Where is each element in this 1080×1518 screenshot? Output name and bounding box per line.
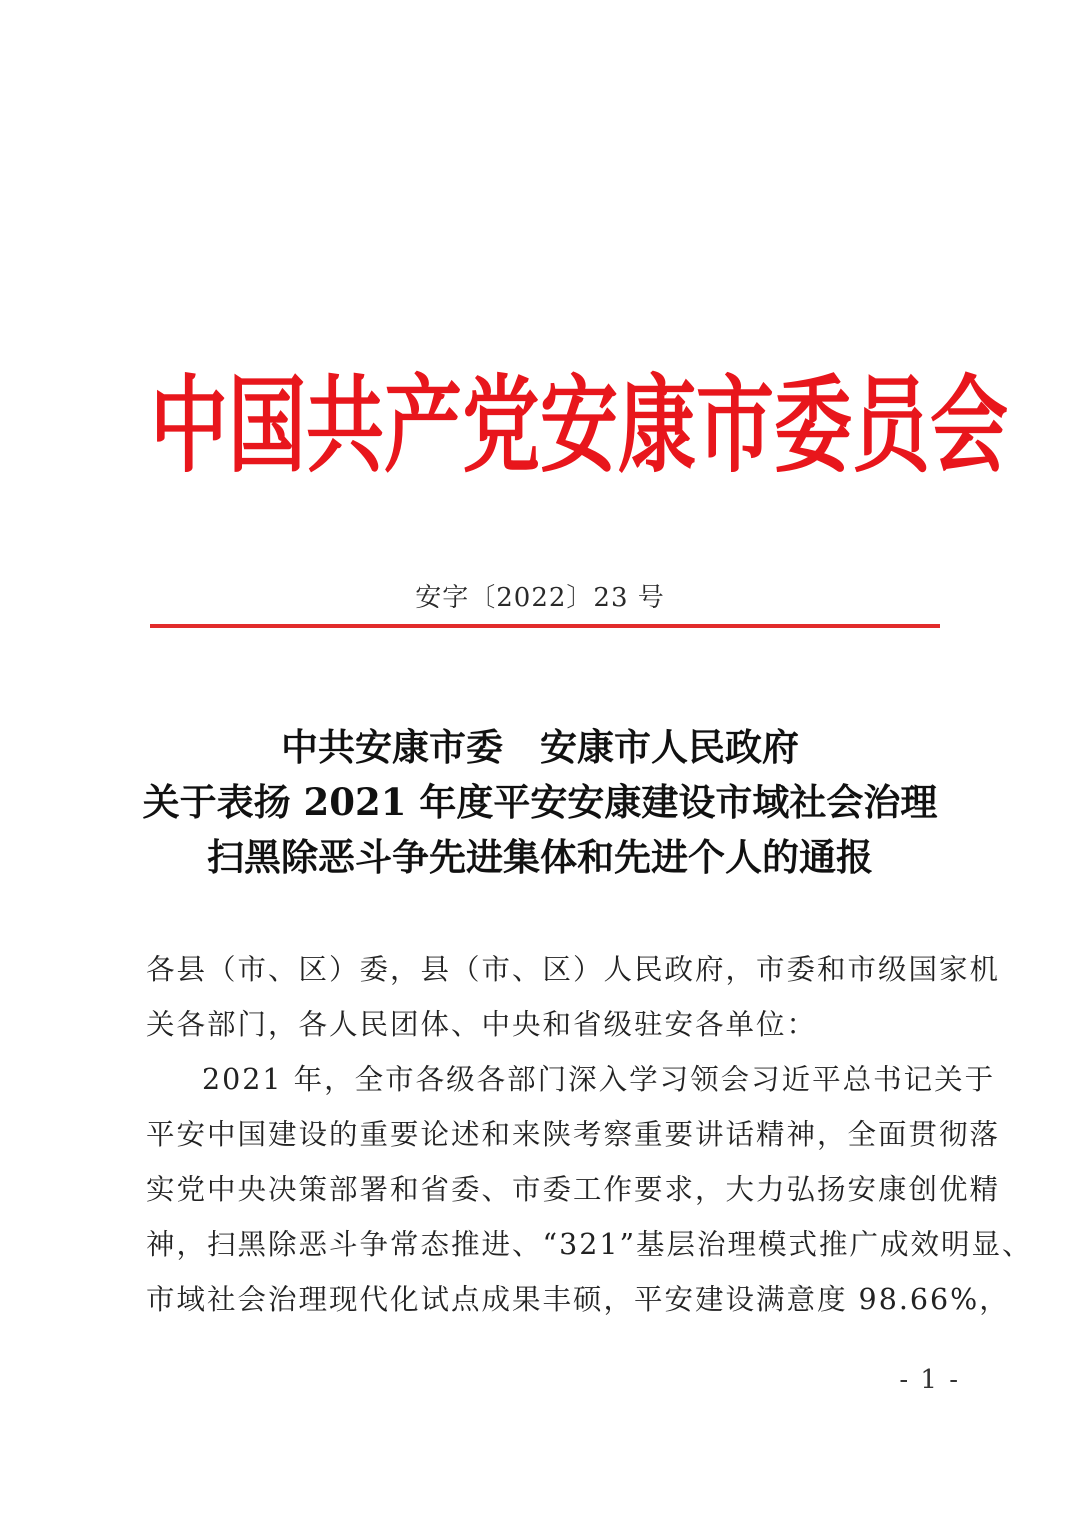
red-masthead: 中国共产党安康市委员会 [150, 366, 1009, 488]
title-line: 扫黑除恶斗争先进集体和先进个人的通报 [207, 835, 873, 879]
body-line: 各县（市、区）委，县（市、区）人民政府，市委和市级国家机 [146, 953, 1001, 986]
document-number: 安字〔2022〕23 号 [415, 583, 665, 613]
body-line: 市域社会治理现代化试点成果丰硕，平安建设满意度 98.66%， [146, 1283, 1010, 1316]
document-body [146, 942, 1033, 1327]
body-line: 神，扫黑除恶斗争常态推进、“321”基层治理模式推广成效明显、 [146, 1228, 1033, 1261]
red-divider-line [150, 624, 940, 628]
body-line: 平安中国建设的重要论述和来陕考察重要讲话精神，全面贯彻落 [146, 1118, 1001, 1151]
title-line: 关于表扬 2021 年度平安安康建设市域社会治理 [142, 780, 938, 824]
title-line: 中共安康市委 安康市人民政府 [281, 725, 799, 769]
body-line: 实党中央决策部署和省委、市委工作要求，大力弘扬安康创优精 [146, 1173, 1001, 1206]
page-number: - 1 - [899, 1365, 960, 1395]
document-title [100, 720, 980, 885]
body-line: 2021 年，全市各级各部门深入学习领会习近平总书记关于 [202, 1063, 996, 1096]
body-line: 关各部门，各人民团体、中央和省级驻安各单位： [146, 1008, 818, 1041]
